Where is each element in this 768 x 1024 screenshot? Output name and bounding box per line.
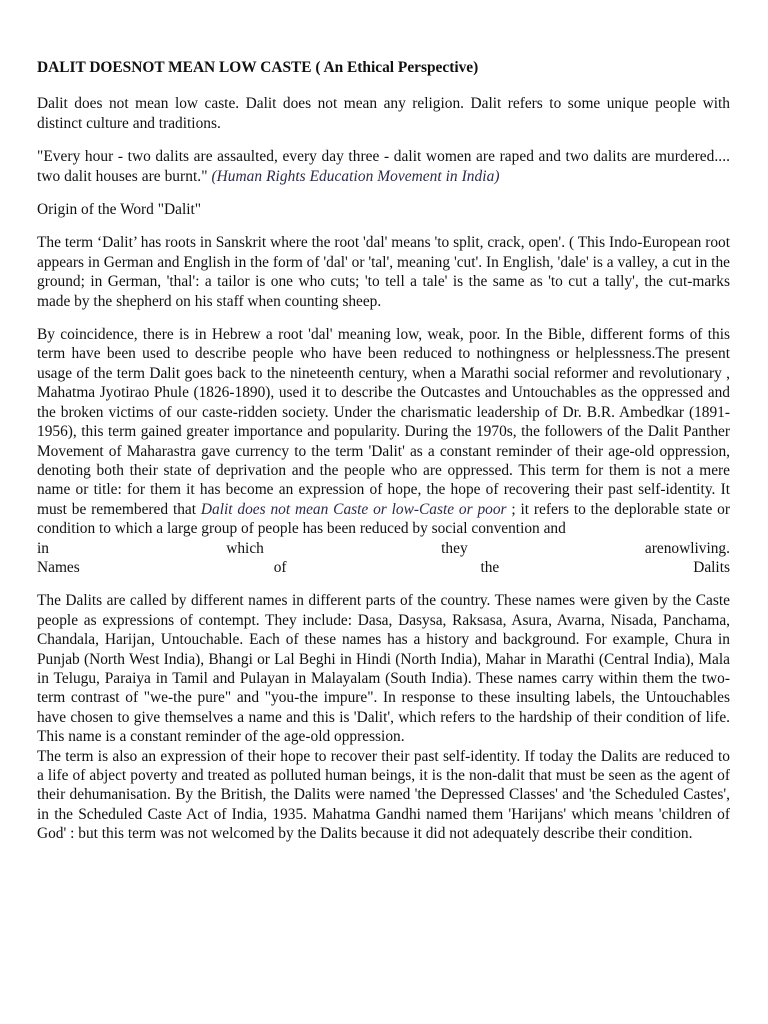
origin-paragraph: The term ‘Dalit’ has roots in Sanskrit where the root 'dal' means 'to split, crack, open'. ( This Indo-European root appears in German and English in the form of 'dal' or 'tal', meaning 'cut'. In English, 'dale' is a valley, a cut in the ground; in German, 'thal': a tailor is one who cuts; 'to tell a tale' is the same as 'to cut a tally', the cut-marks made by the shepherd on his staff when counting sheep. <box>37 234 730 310</box>
last-line-word: which <box>226 539 264 557</box>
quote-source: (Human Rights Education Movement in India) <box>211 167 500 185</box>
coincidence-text: By coincidence, there is in Hebrew a root 'dal' meaning low, weak, poor. In the Bible, different forms of this term have been used to describe people who have been reduced to nothingness or helplessness.The present usage of the term Dalit goes back to the nineteenth century, when a Marathi social reformer and revolutionary , Mahatma Jyotirao Phule (1826-1890), used it to describe the Outcastes and Untouchables as the oppressed and the broken victims of our caste-ridden society. Under the charismatic leadership of Dr. B.R. Ambedkar (1891-1956), this term gained greater importance and popularity. During the 1970s, the followers of the Dalit Panther Movement of Maharastra gave currency to the term 'Dalit' as a constant reminder of their age-old oppression, denoting both their state of deprivation and the people who are oppressed. This term for them is not a mere name or title: for them it has become an expression of hope, the hope of recovering their past self-identity. It must be remembered that <box>37 326 730 518</box>
title-main: DALIT DOESNOT MEAN LOW CASTE <box>37 59 312 76</box>
last-line-word: in <box>37 539 49 557</box>
document-body <box>37 58 730 844</box>
document-title <box>37 58 730 77</box>
intro-paragraph: Dalit does not mean low caste. Dalit does not mean any religion. Dalit refers to some unique people with distinct culture and traditions. <box>37 95 730 132</box>
title-subtitle: ( An Ethical Perspective) <box>311 59 479 76</box>
names-heading-word: Names <box>37 558 80 576</box>
quote-text: "Every hour - two dalits are assaulted, every day three - dalit women are raped and two dalits are murdered.... two dalit houses are burnt." <box>37 148 730 185</box>
coincidence-text-end: ; it refers to the deplorable state or condition to which a large group of people has been reduced by social convention and <box>37 500 731 538</box>
coincidence-paragraph <box>37 325 730 558</box>
last-line-word: arenowliving. <box>644 539 730 557</box>
coincidence-italic: Dalit does not mean Caste or low-Caste or poor <box>200 500 512 518</box>
quote-paragraph <box>37 147 730 186</box>
names-heading <box>37 558 730 577</box>
coincidence-last-line <box>37 539 730 558</box>
names-heading-word: the <box>480 558 500 576</box>
last-line-word: they <box>441 539 468 557</box>
hope-paragraph: The term is also an expression of their hope to recover their past self-identity. If today the Dalits are reduced to a life of abject poverty and treated as polluted human beings, it is the non-dalit that must be seen as the agent of their dehumanisation. By the British, the Dalits were named 'the Depressed Classes' and 'the Scheduled Castes', in the Scheduled Caste Act of India, 1935. Mahatma Gandhi named them 'Harijans' which means 'children of God' : but this term was not welcomed by the Dalits because it did not adequately describe their condition. <box>37 747 730 843</box>
names-heading-word: of <box>273 558 287 576</box>
origin-heading: Origin of the Word "Dalit" <box>37 201 202 219</box>
names-paragraph: The Dalits are called by different names in different parts of the country. These names were given by the Caste people as expressions of contempt. They include: Dasa, Dasysa, Raksasa, Asura, Avarna, Nisada, Panchama, Chandala, Harijan, Untouchable. Each of these names has a history and background. For example, Chura in Punjab (North West India), Bhangi or Lal Beghi in Hindi (North India), Mahar in Marathi (Central India), Mala in Telugu, Paraiya in Tamil and Pulayan in Malayalam (South India). These names carry within them the two-term contrast of "we-the pure" and "you-the impure". In response to these insulting labels, the Untouchables have chosen to give themselves a name and this is 'Dalit', which refers to the hardship of their condition of life. This name is a constant reminder of the age-old oppression. <box>37 592 730 746</box>
names-heading-word: Dalits <box>693 558 730 576</box>
